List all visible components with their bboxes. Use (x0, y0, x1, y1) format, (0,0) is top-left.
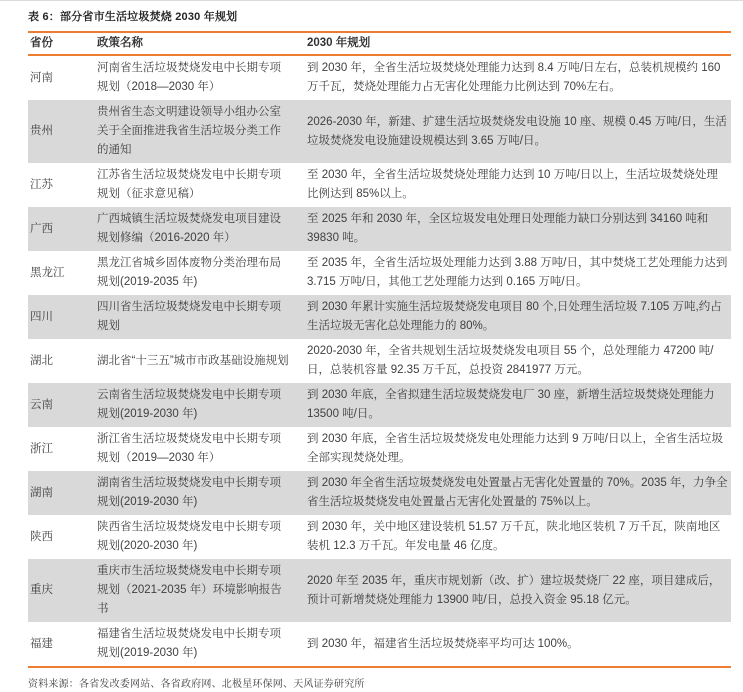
policy-cell: 黑龙江省城乡固体废物分类治理布局规划(2019-2035 年) (97, 257, 281, 288)
plan-cell: 到 2030 年全省生活垃圾焚烧发电处置量占无害化处置量的 70%。2035 年，力争全省生活垃圾焚烧发电处置量占无害化处置量的 75%以上。 (307, 477, 728, 508)
header-province: 省份 (28, 32, 95, 55)
plan-cell: 2020 年至 2035 年，重庆市规划新（改、扩）建垃圾焚烧厂 22 座，项目建成后，预计可新增焚烧处理能力 13900 吨/日，总投入资金 95.18 亿元。 (307, 574, 721, 606)
province-cell: 广西 (30, 222, 53, 235)
province-cell: 浙江 (30, 442, 53, 455)
plan-cell: 到 2030 年，福建省生活垃圾焚烧率平均可达 100%。 (307, 637, 579, 650)
plan-cell: 到 2030 年累计实施生活垃圾焚烧发电项目 80 个,日处理生活垃圾 7.105 万吨,约占生活垃圾无害化总处理能力的 80%。 (307, 301, 722, 332)
policy-cell: 江苏省生活垃圾焚烧发电中长期专项规划（征求意见稿） (97, 169, 281, 200)
plan-cell: 至 2025 年和 2030 年，全区垃圾发电处理日处理能力缺口分别达到 34160 吨和 39830 吨。 (307, 213, 709, 244)
province-cell: 云南 (30, 398, 53, 411)
table-row-fujian (28, 622, 731, 667)
policy-cell: 贵州省生态文明建设领导小组办公室关于全面推进我省生活垃圾分类工作的通知 (97, 106, 281, 156)
plan-cell: 至 2035 年，全省生活垃圾处理能力达到 3.88 万吨/日，其中焚烧工艺处理能力达到 3.715 万吨/日，其他工艺处理能力达到 0.165 万吨/日。 (307, 257, 728, 288)
province-cell: 重庆 (30, 584, 53, 596)
policy-cell: 云南省生活垃圾焚烧发电中长期专项规划(2019-2030 年) (97, 389, 281, 420)
policy-cell: 福建省生活垃圾焚烧发电中长期专项规划(2019-2030 年) (97, 628, 281, 659)
province-cell: 四川 (30, 310, 53, 323)
province-cell: 黑龙江 (30, 266, 65, 279)
table-row-shaanxi (28, 515, 731, 559)
table-body (28, 55, 731, 667)
table-header (28, 32, 731, 55)
plan-cell: 到 2030 年，关中地区建设装机 51.57 万千瓦，陕北地区装机 7 万千瓦，陕南地区装机 12.3 万千瓦。年发电量 46 亿度。 (307, 521, 721, 552)
table-row-yunnan (28, 383, 731, 427)
source-note: 资料来源：各省发改委网站、各省政府网、北极星环保网、天风证券研究所 (28, 679, 365, 690)
header-plan: 2030 年规划 (300, 32, 731, 55)
province-cell: 陕西 (30, 530, 53, 543)
province-cell: 福建 (30, 637, 53, 650)
province-cell: 湖北 (30, 354, 53, 367)
plan-cell: 到 2030 年底，全省拟建生活垃圾焚烧发电厂 30 座，新增生活垃圾焚烧处理能力 13500 吨/日。 (307, 389, 715, 420)
policy-cell: 湖北省“十三五”城市市政基础设施规划 (97, 354, 289, 367)
table-title: 表 6：部分省市生活垃圾焚烧 2030 年规划 (28, 11, 238, 23)
table-row-heilongjiang (28, 251, 731, 295)
plan-cell: 2026-2030 年，新建、扩建生活垃圾焚烧发电设施 10 座、规模 0.45 万吨/日，生活垃圾焚烧发电设施建设规模达到 3.65 万吨/日。 (307, 115, 727, 147)
table-row-guangxi (28, 207, 731, 251)
policy-cell: 广西城镇生活垃圾焚烧发电项目建设规划修编（2016-2020 年） (97, 213, 281, 244)
policy-cell: 重庆市生活垃圾焚烧发电中长期专项规划（2021-2035 年）环境影响报告书 (97, 565, 282, 615)
province-cell: 贵州 (30, 125, 53, 137)
province-cell: 河南 (30, 71, 53, 84)
plan-cell: 2020-2030 年，全省共规划生活垃圾焚烧发电项目 55 个，总处理能力 47200 吨/日，总装机容量 92.35 万千瓦，总投资 2841977 万元。 (307, 345, 714, 376)
table-row-guizhou (28, 100, 731, 163)
plan-cell: 到 2030 年，全省生活垃圾焚烧处理能力达到 8.4 万吨/日左右，总装机规模约 160 万千瓦，焚烧处理能力占无害化处理能力比例达到 70%左右。 (307, 62, 721, 93)
table-row-hubei (28, 339, 731, 383)
table-row-henan (28, 55, 731, 100)
table-row-chongqing (28, 559, 731, 622)
header-row (28, 32, 731, 55)
policy-cell: 湖南省生活垃圾焚烧发电中长期专项规划(2019-2030 年) (97, 477, 281, 508)
plan-cell: 到 2030 年底，全省生活垃圾焚烧发电处理能力达到 9 万吨/日以上，全省生活垃圾全部实现焚烧处理。 (307, 433, 723, 464)
province-cell: 江苏 (30, 178, 53, 191)
plan-cell: 至 2030 年，全省生活垃圾焚烧处理能力达到 10 万吨/日以上，生活垃圾焚烧处理比例达到 85%以上。 (307, 169, 718, 200)
policy-table (28, 31, 731, 668)
table-row-hunan (28, 471, 731, 515)
table-row-jiangsu (28, 163, 731, 207)
table-row-zhejiang (28, 427, 731, 471)
province-cell: 湖南 (30, 486, 53, 499)
policy-cell: 陕西省生活垃圾焚烧发电中长期专项规划(2020-2030 年) (97, 521, 281, 552)
table-row-sichuan (28, 295, 731, 339)
policy-cell: 河南省生活垃圾焚烧发电中长期专项规划（2018—2030 年） (97, 62, 281, 93)
header-policy: 政策名称 (95, 32, 300, 55)
policy-cell: 四川省生活垃圾焚烧发电中长期专项规划 (97, 301, 281, 332)
policy-cell: 浙江省生活垃圾焚烧发电中长期专项规划（2019—2030 年） (97, 433, 281, 464)
